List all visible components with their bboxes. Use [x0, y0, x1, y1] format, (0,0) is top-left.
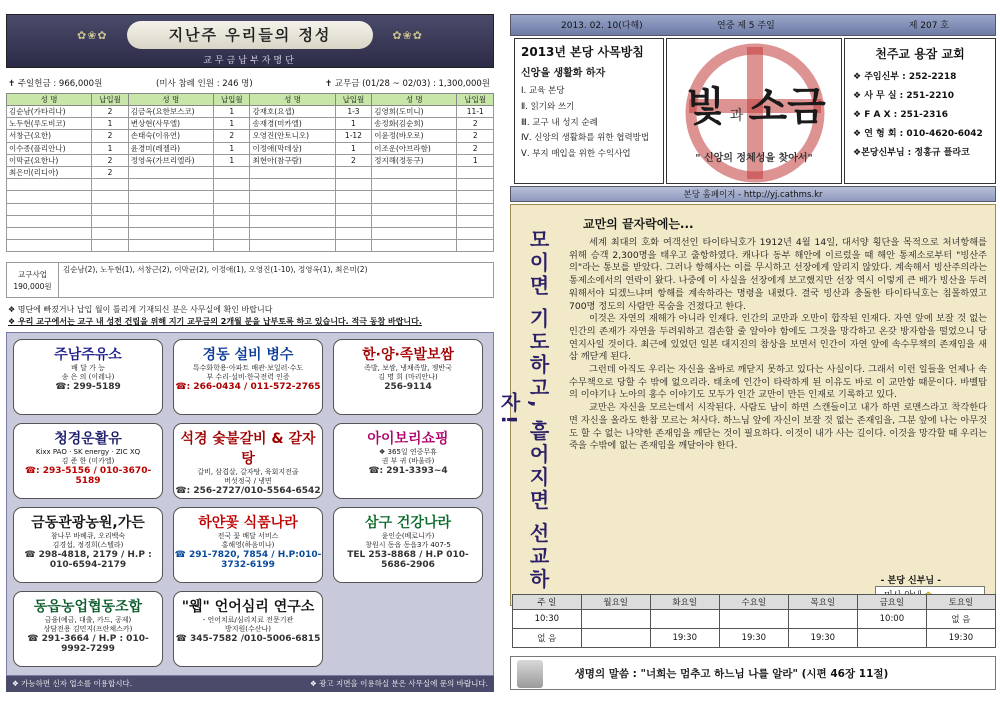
ad-line1: 금융(예금, 대출, 카드, 공제): [44, 616, 132, 624]
church-info-line: ❖ 주임신부 : 252-2218: [853, 72, 957, 82]
totals-row: [6, 78, 494, 91]
issue-number: 제 207 호: [908, 21, 949, 31]
ad-line1: 배 달 가 능: [71, 364, 105, 372]
donor-row: [7, 240, 494, 252]
ad-title: 주남주유소: [54, 347, 122, 363]
ad-line2: 부 수리·설비·한국전력 인증: [206, 373, 290, 381]
schedule-cell: 10:00: [857, 610, 926, 629]
donor-cell: 1: [92, 142, 129, 154]
church-name: 천주교 용잠 교회: [875, 47, 965, 61]
schedule-day-header: 월요일: [581, 595, 650, 610]
donor-cell: [250, 179, 335, 191]
schedule-row: [513, 629, 996, 648]
donor-col-header: 성 명: [250, 94, 335, 106]
donor-cell: [250, 215, 335, 227]
donor-cell: [213, 227, 250, 239]
donor-cell: [250, 240, 335, 252]
note-2: ❖ 우리 교구에서는 교구 내 성전 건립을 위해 지기 교무금의 2개월 분을 납부토록 하고 있습니다. 적극 동참 바랍니다.: [8, 317, 422, 326]
donor-cell: [213, 240, 250, 252]
donor-cell: 1: [335, 142, 372, 154]
ad-line2: 방지원(수산나): [224, 625, 272, 633]
donor-cell: [372, 227, 457, 239]
ad-card: [13, 591, 163, 667]
donor-col-header: 성 명: [7, 94, 92, 106]
ad-card: [173, 339, 323, 415]
schedule-day-header: 금요일: [857, 595, 926, 610]
donor-cell: 11-1: [457, 106, 494, 118]
article-paragraph: 교만은 자신을 모르는데서 시작된다. 사람도 남이 하면 스캔들이고 내가 하면 로맨스라고 착각한다면 자신을 올라도 한참 모르는 처사다. 하느님 앞에 자신이 보잘 것 없는 존재임을, 그분 앞에 나는 아무것도 할 수 없는 나약한 존재임을 깨닫는 것이 필요하다. 이것이 내가 사는 길이다. 이것을 망각할 때 우리는 죽을 수밖에 없는 존재임을 깨달아야 한다.: [569, 402, 987, 452]
donor-col-header: 성 명: [128, 94, 213, 106]
ad-title: 아이보리쇼핑: [367, 431, 449, 447]
donor-cell: [372, 166, 457, 178]
donor-cell: [335, 179, 372, 191]
ad-line2: 상담전용 김민지(프란체스카): [43, 625, 133, 633]
donor-cell: 1-12: [335, 130, 372, 142]
ad-line2: 창원시 동읍 동읍3가 407-5: [365, 541, 451, 549]
ad-title: 경동 설비 병수: [202, 347, 294, 363]
issue-bar: [510, 14, 996, 36]
ad-line1: 참나무 바베큐, 오리백숙: [50, 532, 126, 540]
donor-cell: 1: [213, 154, 250, 166]
donor-cell: 변상현(사무엘): [128, 118, 213, 130]
donor-table: [6, 93, 494, 252]
donor-cell: [335, 191, 372, 203]
donor-row: [7, 179, 494, 191]
donor-cell: [335, 240, 372, 252]
policy-item: Ⅴ. 부지 매입을 위한 수익사업: [521, 149, 631, 159]
donor-cell: [92, 191, 129, 203]
donor-cell: [250, 191, 335, 203]
donor-cell: [457, 227, 494, 239]
ad-title: 동읍농업협동조합: [33, 599, 143, 615]
schedule-cell: [719, 610, 788, 629]
ad-line2: 송 은 의 (이레나): [61, 373, 115, 381]
ad-line1: 특수화학용·아파트 배관·보일러·수도: [192, 364, 304, 372]
donor-cell: 김순남(가타리나): [7, 106, 92, 118]
donor-cell: 이수종(플리안나): [7, 142, 92, 154]
left-footer: [6, 676, 494, 692]
donor-cell: 이조운(아브라함): [372, 142, 457, 154]
ad-line1: - 언어치료/심리치료 전문기관: [202, 616, 294, 624]
donor-cell: [335, 215, 372, 227]
church-info-box: [844, 38, 996, 184]
schedule-day-header: 토요일: [926, 595, 995, 610]
donor-cell: 이윤정(바오로): [372, 130, 457, 142]
donor-cell: 1-3: [335, 106, 372, 118]
ad-line1: 족발, 보쌈, 냉채족발, 쟁반국: [364, 364, 452, 372]
donor-cell: [250, 227, 335, 239]
donor-cell: [372, 240, 457, 252]
policy-title: 2013년 본당 사목방침: [521, 45, 644, 59]
schedule-cell: 19:30: [926, 629, 995, 648]
donor-cell: 2: [92, 130, 129, 142]
donor-cell: [128, 203, 213, 215]
issue-week: 연중 제 5 주일: [717, 21, 775, 31]
donor-cell: 1: [213, 118, 250, 130]
logo-word-salt: 소금: [748, 84, 826, 130]
ornament-right: ✿❀✿: [392, 29, 423, 42]
ad-phone: ☎ 291-3664 / H.P : 010-9992-7299: [27, 634, 149, 654]
ad-card: [13, 339, 163, 415]
attendance-count: (미사 참례 인원 : 246 명): [156, 79, 253, 89]
ad-card: [333, 423, 483, 499]
donor-cell: [250, 203, 335, 215]
donor-cell: [457, 166, 494, 178]
donor-cell: [213, 215, 250, 227]
ad-phone: TEL 253-8868 / H.P 010-5686-2906: [347, 550, 469, 570]
donor-row: [7, 118, 494, 130]
donor-cell: 최은미(리디아): [7, 166, 92, 178]
policy-subtitle: 신앙을 생활화 하자: [521, 68, 606, 79]
donor-cell: 1: [92, 118, 129, 130]
word-of-life-text: 생명의 말씀 : "너희는 멈추고 하느님 나를 알라" (시편 46장 11절): [574, 668, 889, 680]
logo-box: [666, 38, 842, 184]
donor-cell: 노두현(루도비코): [7, 118, 92, 130]
donor-cell: [128, 166, 213, 178]
priest-avatar: [517, 660, 543, 688]
donor-cell: 2: [213, 130, 250, 142]
ad-line2: 김경섭, 정경희(스텔라): [52, 541, 124, 549]
donor-cell: [457, 203, 494, 215]
ad-phone: ☎: 291-3393~4: [368, 466, 448, 476]
church-fund-names: 김순남(2), 노두현(1), 서창근(2), 이막균(2), 이정애(1), 오영진(1-10), 정영옥(1), 최은미(2): [63, 265, 368, 274]
policy-item: Ⅰ. 교육 본당: [521, 86, 565, 96]
donor-cell: [372, 191, 457, 203]
donor-cell: [457, 191, 494, 203]
donor-row: [7, 227, 494, 239]
donor-cell: [128, 227, 213, 239]
donor-row: [7, 215, 494, 227]
donor-cell: 1: [213, 106, 250, 118]
donor-cell: [92, 179, 129, 191]
donor-row: [7, 166, 494, 178]
ad-card: [173, 507, 323, 583]
donor-row: [7, 142, 494, 154]
donor-row: [7, 203, 494, 215]
donor-cell: 2: [92, 154, 129, 166]
ad-title: 삼구 건강나라: [364, 515, 452, 531]
offering-total: ✝ 주일헌금 : 966,000원: [8, 79, 103, 89]
donor-cell: 서창근(요한): [7, 130, 92, 142]
donor-cell: [335, 166, 372, 178]
schedule-day-header: 목요일: [788, 595, 857, 610]
ad-title: 청경운활유: [54, 431, 122, 447]
ad-phone: ☎ 345-7582 /010-5006-6815: [175, 634, 321, 644]
schedule-cell: 19:30: [788, 629, 857, 648]
ad-line2: 김 준 한 (미카엘): [61, 457, 115, 465]
ad-line1: 갈비, 삼겹살, 갈자탕, 육회지전골: [197, 468, 299, 476]
policy-item: Ⅳ. 신앙의 생활화를 위한 협력방법: [521, 133, 650, 143]
schedule-cell: [857, 629, 926, 648]
donor-cell: 1: [335, 118, 372, 130]
ad-line1: ❖ 365일 연중무휴: [379, 448, 437, 456]
donor-col-header: 납입월: [213, 94, 250, 106]
donor-cell: 이정애(막데상): [250, 142, 335, 154]
ad-phone: ☎ 291-7820, 7854 / H.P:010-3732-6199: [174, 550, 322, 570]
church-info-line: ❖ 사 무 실 : 251-2210: [853, 91, 954, 101]
ad-title: "웹" 언어심리 연구소: [181, 599, 315, 615]
donor-cell: 김영희(도미니): [372, 106, 457, 118]
donor-cell: [457, 215, 494, 227]
donor-cell: [372, 203, 457, 215]
donor-cell: [372, 215, 457, 227]
ad-phone: ☎: 266-0434 / 011-572-2765: [175, 382, 321, 392]
church-fund-label: 교구사업 190,000원: [7, 263, 59, 297]
ad-line2: 권 부 귀 (바울라): [381, 457, 435, 465]
policy-box: [514, 38, 664, 184]
schedule-cell: 없 음: [926, 610, 995, 629]
church-info-line: ❖본당신부님 : 정홍규 플라코: [853, 148, 970, 158]
donor-cell: [92, 203, 129, 215]
ad-title: 금동관광농원,가든: [31, 515, 145, 531]
donor-cell: [335, 227, 372, 239]
church-info-line: ❖ 연 형 회 : 010-4620-6042: [853, 129, 983, 139]
donor-cell: 1: [457, 154, 494, 166]
ad-card: [13, 507, 163, 583]
donor-cell: 송재경(미카엘): [250, 118, 335, 130]
donor-row: [7, 130, 494, 142]
church-fund-row: [6, 262, 494, 298]
donor-cell: 최현아(참구람): [250, 154, 335, 166]
donor-cell: [128, 240, 213, 252]
homepage-bar[interactable]: 본당 홈페이지 - http://yj.cathms.kr: [510, 186, 996, 202]
donor-col-header: 납입월: [457, 94, 494, 106]
donor-col-header: 납입월: [92, 94, 129, 106]
donor-cell: [128, 179, 213, 191]
donor-col-header: 납입월: [335, 94, 372, 106]
donor-cell: [92, 227, 129, 239]
donor-cell: 1: [213, 142, 250, 154]
donor-cell: 정영옥(가브리엘라): [128, 154, 213, 166]
left-page: [6, 14, 494, 692]
note-1: ❖ 명단에 빠졌거나 납입 월이 틀리게 기재되신 분은 사무실에 확인 바랍니다: [8, 305, 273, 314]
donor-cell: [213, 166, 250, 178]
donor-cell: [7, 215, 92, 227]
vertical-slogan: 모이면 기도하고, 흩어지면 선교하자!: [497, 228, 550, 592]
ad-phone: ☎: 293-5156 / 010-3670-5189: [24, 466, 152, 486]
article-paragraph: 그런데 아직도 우리는 자신을 올바로 깨닫지 못하고 있다는 사실이다. 그래서 이런 일들을 언제나 속수무책으로 당할 수 밖에 없으리라. 태초에 인간이 타락하게 된 이유도 바로 이 교만함 때문이다. 바벨탑의 이야기나 노아의 홍수 이야기도 모두가 인간 교만이 만든 인재로 기록하고 있다.: [569, 364, 987, 401]
donor-cell: 2: [457, 118, 494, 130]
donor-cell: [128, 215, 213, 227]
ornament-left: ✿❀✿: [77, 29, 108, 42]
footer-right: ❖ 광고 지면을 이용하실 분은 사무실에 문의 바랍니다.: [310, 679, 488, 688]
ad-line2: 홍해영(하음미나): [221, 541, 275, 549]
footer-left: ❖ 가능하면 신자 업소를 이용합시다.: [12, 679, 133, 688]
schedule-cell: [581, 610, 650, 629]
ads-panel: [6, 332, 494, 676]
donation-header: [6, 14, 494, 68]
schedule-cell: 19:30: [650, 629, 719, 648]
schedule-cell: [650, 610, 719, 629]
donor-cell: 정지해(정동구): [372, 154, 457, 166]
donor-row: [7, 191, 494, 203]
donor-row: [7, 154, 494, 166]
ad-title: 석경 숯불갈비 & 갈자탕: [180, 431, 316, 467]
donor-cell: [92, 240, 129, 252]
article-signature: - 본당 신부님 -: [880, 576, 941, 586]
donor-cell: 2: [335, 154, 372, 166]
article-title: 교만의 끝자락에는...: [583, 217, 694, 231]
logo-word-and: 과: [729, 108, 744, 124]
donor-cell: [457, 240, 494, 252]
logo-slogan: " 신앙의 정체성을 찾아서": [695, 153, 813, 164]
donation-title: 지난주 우리들의 정성: [127, 21, 373, 49]
ad-card: [13, 423, 163, 499]
schedule-cell: [788, 610, 857, 629]
donor-cell: [335, 203, 372, 215]
article-paragraph: 이것은 자연의 재해가 아니라 인재다. 인간의 교만과 오만이 합작된 인재다. 자연 앞에 보잘 것 없는 인간의 존재가 자연을 두려워하고 겸손할 줄 알아야 함에도 그것을 망각하고 온갖 방자함을 떨었으니 당연지사일 것이다. 최근에 있었던 일본 대지진의 참상을 보면서 인간이 자연 앞에 속수무책의 존재임을 새삼 깨닫게 된다.: [569, 313, 987, 363]
schedule-cell: 없 음: [513, 629, 582, 648]
donor-cell: 송정화(김순희): [372, 118, 457, 130]
ad-line1: Kixx PAO · SK energy · ZIC XQ: [35, 448, 141, 456]
donor-cell: 손태숙(이유연): [128, 130, 213, 142]
logo-word-light: 빛: [686, 84, 725, 130]
donor-cell: [7, 227, 92, 239]
schedule-day-header: 주 일: [513, 595, 582, 610]
ad-line2: 김 명 희 (마리안나): [378, 373, 438, 381]
word-of-life: [510, 656, 996, 690]
donor-cell: 김금옥(요한보스코): [128, 106, 213, 118]
donor-cell: [7, 179, 92, 191]
donor-cell: [128, 191, 213, 203]
ad-card: [173, 423, 323, 499]
donor-col-header: 성 명: [372, 94, 457, 106]
schedule-cell: 19:30: [719, 629, 788, 648]
policy-list: [521, 83, 657, 162]
donor-cell: [213, 191, 250, 203]
donor-cell: [250, 166, 335, 178]
donor-cell: [7, 240, 92, 252]
ad-phone: ☎: 299-5189: [55, 382, 121, 392]
ad-phone: 256-9114: [384, 382, 432, 392]
donor-cell: 2: [457, 130, 494, 142]
ad-card: [333, 339, 483, 415]
ad-line1: 전국 꽃 배달 서비스: [217, 532, 279, 540]
church-info-line: ❖ F A X : 251-2316: [853, 110, 948, 120]
donor-cell: 이막균(요한나): [7, 154, 92, 166]
schedule-row: [513, 610, 996, 629]
notes: [8, 304, 494, 328]
ad-card: [173, 591, 323, 667]
donor-cell: 강재호(요셉): [250, 106, 335, 118]
donor-cell: 2: [457, 142, 494, 154]
donation-subtitle: 교무금납부자명단: [203, 56, 297, 66]
article-body: [569, 237, 987, 453]
donor-cell: [7, 191, 92, 203]
donor-cell: [92, 215, 129, 227]
ad-phone: ☎: 256-2727/010-5564-6542: [175, 486, 321, 496]
mass-schedule-table: [512, 594, 996, 648]
ad-title: 하얀꽃 식품나라: [198, 515, 298, 531]
donor-cell: 오영진(안토니오): [250, 130, 335, 142]
donor-cell: [213, 179, 250, 191]
article-area: [497, 204, 996, 606]
schedule-day-header: 수요일: [719, 595, 788, 610]
schedule-day-header: 화요일: [650, 595, 719, 610]
schedule-cell: 10:30: [513, 610, 582, 629]
donor-cell: 윤경미(레젤라): [128, 142, 213, 154]
article-paragraph: 세계 최대의 호화 여객선인 타이타닉호가 1912년 4월 14일, 대서양 횡단을 목적으로 처녀항해를 위해 승객 2,300명을 태우고 출항하였다. 캐나다 동부 해안에 이르렀을 때 해안 통제소로부터 "빙산주의"라는 통보를 받았다. 그러나 항해사는 이를 무시하고 선장에게 알리지 않았다. 계속해서 빙산주의라는 통제소에서의 연락이 왔다. 나중에 이 사실을 선장에게 보고했지만 선장 역시 이렇게 큰 배가 빙산을 두려워해서야 되겠느냐며 항해를 계속하라는 명령을 내렸다. 결국 빙산과 충돌한 타이타닉호는 침몰하였고 700명 정도의 사람만 목숨을 건졌다고 한다.: [569, 237, 987, 312]
right-page: [497, 14, 996, 692]
donor-cell: [457, 179, 494, 191]
donor-cell: 2: [92, 166, 129, 178]
schedule-cell: [581, 629, 650, 648]
ad-title: 한·양·족발보쌈: [362, 347, 454, 363]
donor-row: [7, 106, 494, 118]
issue-date: 2013. 02. 10(다해): [561, 21, 643, 31]
ad-line2: 버섯정국 / 냉면: [224, 477, 272, 485]
policy-item: Ⅱ. 읽기와 쓰기: [521, 102, 575, 112]
ad-card: [333, 507, 483, 583]
donor-cell: 2: [92, 106, 129, 118]
donor-cell: [372, 179, 457, 191]
policy-item: Ⅲ. 교구 내 성지 순례: [521, 118, 598, 128]
donor-cell: [213, 203, 250, 215]
donor-cell: [7, 203, 92, 215]
tithe-total: ✝ 교무금 (01/28 ~ 02/03) : 1,300,000원: [324, 79, 490, 89]
ad-line1: 윤인순(베로니카): [381, 532, 435, 540]
ad-phone: ☎ 298-4818, 2179 / H.P : 010-6594-2179: [24, 550, 152, 570]
